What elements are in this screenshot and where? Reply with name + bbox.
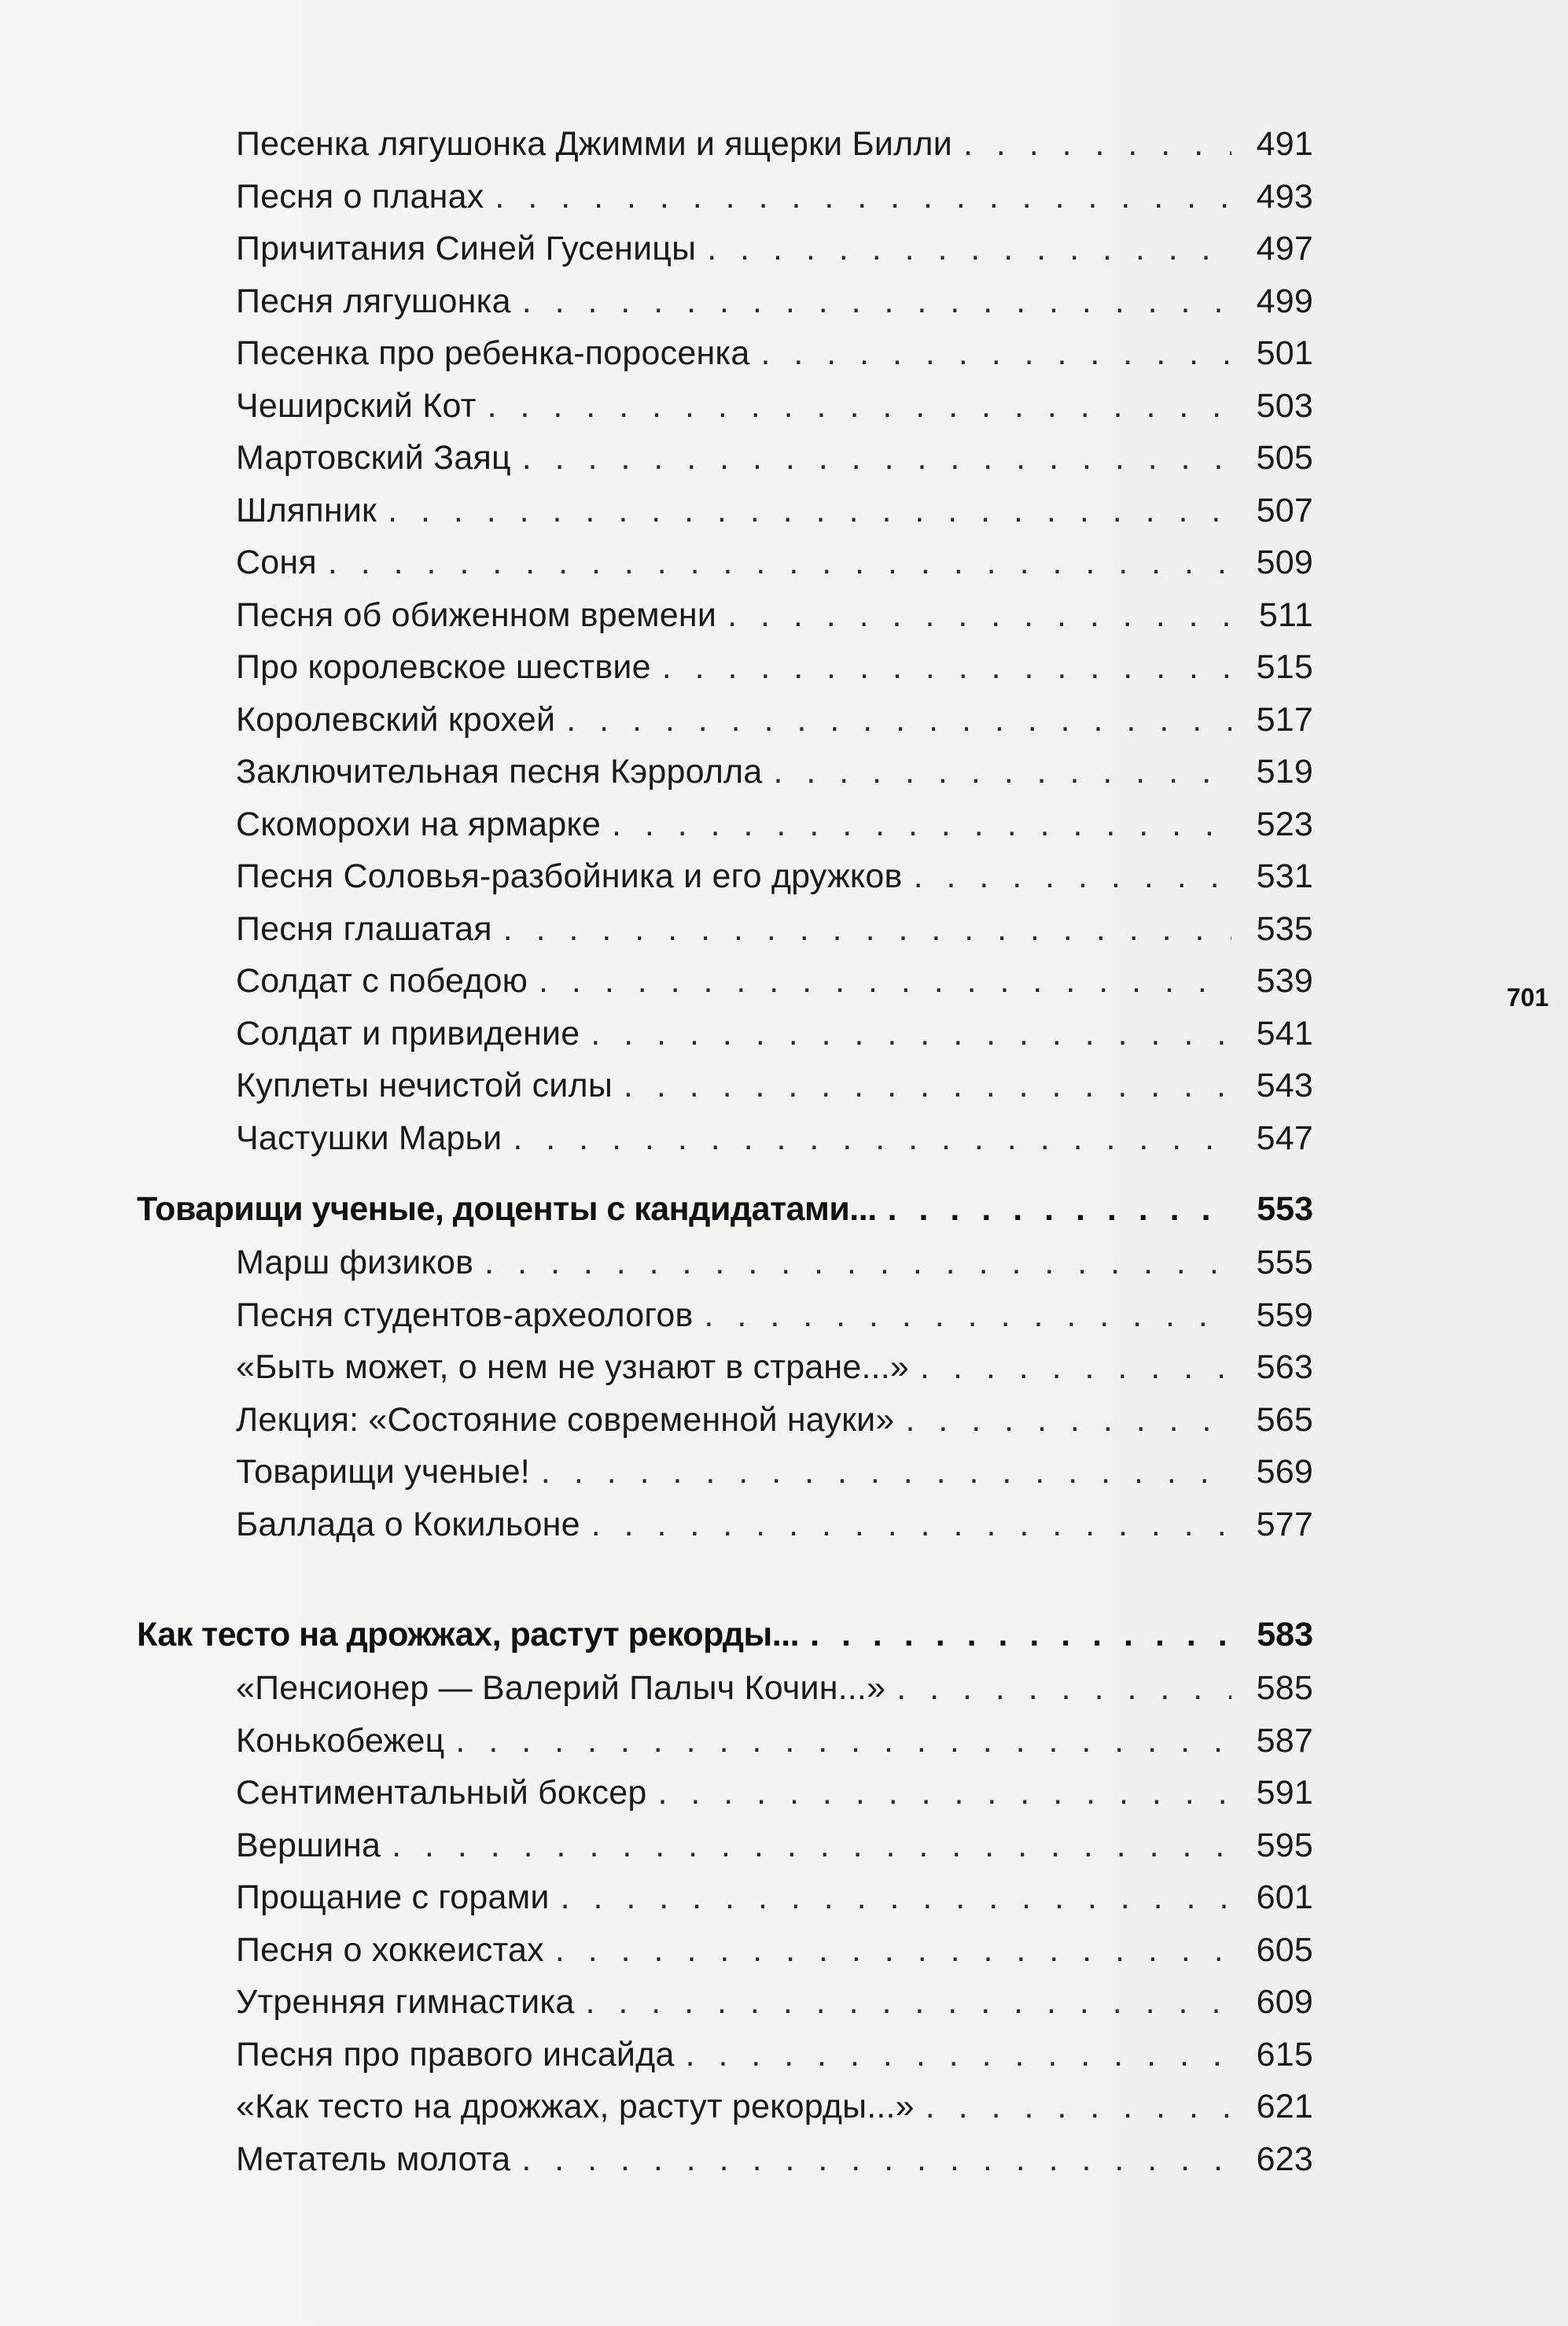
toc-entry <box>236 694 1313 746</box>
toc-entry-title: Чеширский Кот <box>236 386 477 425</box>
toc-entry-title: Песня студентов-археологов <box>236 1296 694 1334</box>
toc-entry-page: 507 <box>1256 491 1313 529</box>
toc-entry-page: 601 <box>1256 1878 1313 1916</box>
toc-entry <box>236 1662 1313 1715</box>
dot-leader <box>591 1008 1231 1060</box>
toc-entry-title: Песенка про ребенка-поросенка <box>236 334 750 372</box>
toc-entry-title: Вершина <box>236 1826 381 1864</box>
toc-section-heading <box>137 1181 1313 1237</box>
dot-leader <box>503 903 1231 956</box>
page-folio: 701 <box>1507 983 1549 1012</box>
toc-entry-title: Про королевское шествие <box>236 648 651 686</box>
toc-entry-title: Метатель молота <box>236 2140 511 2178</box>
toc-entry-title: Баллада о Кокильоне <box>236 1505 580 1543</box>
section-heading-page: 553 <box>1257 1190 1313 1228</box>
toc-entry-title: Частушки Марьи <box>236 1119 502 1157</box>
toc-entry-page: 543 <box>1256 1067 1313 1104</box>
toc-entry <box>236 485 1313 537</box>
dot-leader <box>773 746 1231 798</box>
toc-entry-page: 559 <box>1256 1296 1313 1334</box>
toc-entry-title: Песня Соловья-разбойника и его дружков <box>236 857 903 895</box>
toc-entry-title: Прощание с горами <box>236 1878 550 1916</box>
toc-entry <box>236 432 1313 485</box>
toc-entry-title: Конькобежец <box>236 1721 445 1760</box>
toc-entry-title: Солдат с победою <box>236 962 528 1000</box>
toc-entry <box>236 1715 1313 1768</box>
dot-leader <box>760 327 1231 380</box>
toc-entry-title: Мартовский Заяц <box>236 439 511 477</box>
toc-entry-title: Соня <box>236 544 317 581</box>
dot-leader <box>488 380 1231 433</box>
dot-leader <box>566 694 1231 746</box>
toc-entry <box>236 589 1313 642</box>
toc-entry <box>236 2133 1313 2186</box>
toc-entry-page: 563 <box>1256 1348 1313 1386</box>
toc-entry <box>236 536 1313 589</box>
dot-leader <box>926 2081 1231 2133</box>
dot-leader <box>705 1289 1231 1342</box>
toc-entry <box>236 850 1313 903</box>
dot-leader <box>920 1341 1231 1394</box>
toc-entry-page: 505 <box>1256 439 1313 477</box>
toc-section <box>137 1550 1313 2185</box>
dot-leader <box>888 1181 1231 1237</box>
toc-entry-page: 493 <box>1256 177 1313 216</box>
dot-leader <box>522 275 1231 328</box>
toc-entry <box>236 1819 1313 1872</box>
section-heading-title: Товарищи ученые, доценты с кандидатами... <box>137 1190 877 1228</box>
dot-leader <box>328 536 1231 589</box>
toc-entry-page: 541 <box>1256 1014 1313 1052</box>
toc-entry-title: Шляпник <box>236 491 377 529</box>
toc-entry-page: 515 <box>1256 648 1313 686</box>
dot-leader <box>810 1607 1231 1662</box>
dot-leader <box>914 850 1231 903</box>
toc-entry-page: 509 <box>1256 544 1313 581</box>
toc-entry-title: Заключительная песня Кэрролла <box>236 753 763 791</box>
toc-entry-title: Куплеты нечистой силы <box>236 1067 613 1104</box>
toc-entry-title: Песня об обиженном времени <box>236 595 717 634</box>
toc-entry <box>236 2081 1313 2133</box>
toc-entry-page: 535 <box>1256 909 1313 948</box>
toc-entry-page: 605 <box>1256 1930 1313 1969</box>
toc-entry <box>236 1112 1313 1165</box>
toc-entry-page: 491 <box>1256 125 1313 163</box>
dot-leader <box>561 1871 1231 1924</box>
toc-entry <box>236 1394 1313 1447</box>
toc-entry <box>236 746 1313 798</box>
dot-leader <box>657 1767 1231 1819</box>
dot-leader <box>388 485 1231 537</box>
toc-entry-title: Песня о планах <box>236 177 484 216</box>
toc-entry-title: «Быть может, о нем не узнают в стране...» <box>236 1348 910 1386</box>
toc-entry-title: Лекция: «Состояние современной науки» <box>236 1400 895 1439</box>
toc-entry <box>236 2029 1313 2081</box>
toc-entry-title: Сентиментальный боксер <box>236 1774 647 1812</box>
toc-entry-page: 519 <box>1256 753 1313 791</box>
dot-leader <box>662 641 1231 694</box>
toc-entry <box>236 955 1313 1008</box>
toc-section-heading <box>137 1607 1313 1662</box>
dot-leader <box>513 1112 1231 1165</box>
toc-entry-title: «Пенсионер — Валерий Палыч Кочин...» <box>236 1669 886 1707</box>
toc-entry-page: 623 <box>1256 2140 1313 2178</box>
toc-entry <box>236 1976 1313 2029</box>
section-heading-page: 583 <box>1257 1616 1313 1653</box>
dot-leader <box>495 171 1231 223</box>
toc-entry-title: Песня глашатая <box>236 909 492 948</box>
toc-entry-page: 539 <box>1256 962 1313 1000</box>
toc-entry <box>236 118 1313 171</box>
toc-entry-page: 503 <box>1256 386 1313 425</box>
dot-leader <box>555 1924 1231 1977</box>
toc-entry-title: «Как тесто на дрожжах, растут рекорды...» <box>236 2088 915 2125</box>
toc-entry <box>236 1446 1313 1498</box>
toc-entry <box>236 1008 1313 1060</box>
dot-leader <box>896 1662 1231 1715</box>
toc-entry-page: 595 <box>1256 1826 1313 1864</box>
dot-leader <box>455 1715 1231 1768</box>
toc-entry-title: Королевский крохей <box>236 700 556 739</box>
dot-leader <box>591 1498 1231 1551</box>
toc-entry <box>236 1289 1313 1342</box>
toc-section <box>236 118 1313 1164</box>
dot-leader <box>707 223 1231 275</box>
toc-entry-page: 615 <box>1256 2035 1313 2073</box>
toc-entry-page: 547 <box>1256 1119 1313 1157</box>
toc-entry <box>236 1924 1313 1977</box>
toc-entry <box>236 1871 1313 1924</box>
toc-entry-title: Песенка лягушонка Джимми и ящерки Билли <box>236 125 952 163</box>
toc-entry-page: 565 <box>1256 1400 1313 1439</box>
toc-entry <box>236 903 1313 956</box>
toc-entry <box>236 1767 1313 1819</box>
toc-entry-title: Песня лягушонка <box>236 282 511 320</box>
toc-entry <box>236 1498 1313 1551</box>
section-spacer <box>236 1164 1313 1181</box>
toc-entry-page: 621 <box>1256 2088 1313 2125</box>
toc-section <box>137 1164 1313 1550</box>
toc-entry-page: 499 <box>1256 282 1313 320</box>
toc-entry-title: Причитания Синей Гусеницы <box>236 230 697 267</box>
toc-entry-page: 501 <box>1256 334 1313 372</box>
toc-entry-title: Марш физиков <box>236 1244 474 1281</box>
toc-entry <box>236 1060 1313 1112</box>
toc-entry-page: 609 <box>1256 1983 1313 2021</box>
toc-entry <box>236 275 1313 328</box>
dot-leader <box>612 798 1231 851</box>
toc-entry <box>236 1237 1313 1289</box>
section-heading-title: Как тесто на дрожжах, растут рекорды... <box>137 1616 800 1653</box>
toc-entry-page: 587 <box>1256 1721 1313 1760</box>
dot-leader <box>585 1976 1231 2029</box>
toc-entry-page: 555 <box>1256 1244 1313 1281</box>
toc-entry <box>236 223 1313 275</box>
toc-entry <box>236 380 1313 433</box>
toc-entry-title: Песня о хоккеистах <box>236 1930 544 1969</box>
toc-entry <box>236 171 1313 223</box>
toc-entry-title: Солдат и привидение <box>236 1014 580 1052</box>
toc-entry-title: Песня про правого инсайда <box>236 2035 675 2073</box>
toc-entry <box>236 798 1313 851</box>
toc-entry-page: 591 <box>1256 1774 1313 1812</box>
toc-entry <box>236 1341 1313 1394</box>
toc-entry-title: Утренняя гимнастика <box>236 1983 575 2021</box>
toc-entry-page: 523 <box>1256 805 1313 843</box>
toc-entry-page: 531 <box>1256 857 1313 895</box>
table-of-contents <box>137 118 1313 2185</box>
toc-entry-page: 585 <box>1256 1669 1313 1707</box>
dot-leader <box>392 1819 1231 1872</box>
dot-leader <box>484 1237 1231 1289</box>
toc-entry-page: 497 <box>1256 230 1313 267</box>
section-spacer <box>236 1550 1313 1607</box>
dot-leader <box>905 1394 1231 1447</box>
toc-entry-title: Товарищи ученые! <box>236 1453 530 1491</box>
dot-leader <box>541 1446 1231 1498</box>
toc-entry-page: 577 <box>1256 1505 1313 1543</box>
toc-entry <box>236 641 1313 694</box>
toc-entry-page: 569 <box>1256 1453 1313 1491</box>
dot-leader <box>521 2133 1231 2186</box>
toc-entry-page: 511 <box>1258 595 1313 634</box>
dot-leader <box>686 2029 1231 2081</box>
dot-leader <box>963 118 1231 171</box>
toc-entry <box>236 327 1313 380</box>
toc-entry-title: Скоморохи на ярмарке <box>236 805 601 843</box>
dot-leader <box>624 1060 1231 1112</box>
dot-leader <box>727 589 1231 642</box>
dot-leader <box>539 955 1231 1008</box>
toc-entry-page: 517 <box>1256 700 1313 739</box>
dot-leader <box>522 432 1231 485</box>
